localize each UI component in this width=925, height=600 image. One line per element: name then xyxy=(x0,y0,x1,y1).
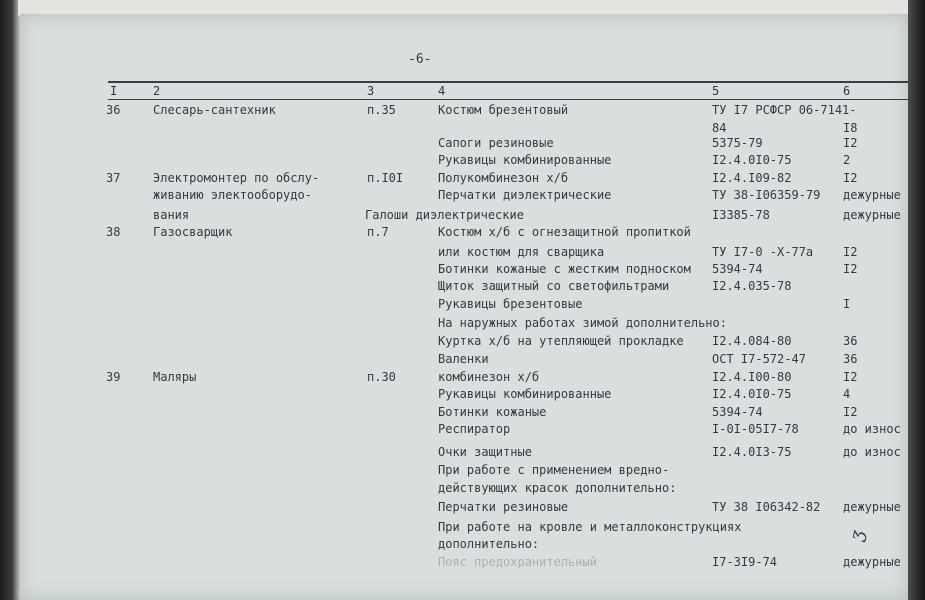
table-cell-col5: I3385-78 xyxy=(712,208,770,222)
table-cell-col5: I2.4.035-78 xyxy=(712,279,792,293)
table-cell-col5: 5394-74 xyxy=(712,405,763,419)
table-cell-col4: действующих красок дополнительно: xyxy=(438,481,677,495)
table-cell-col4: Перчатки диэлектрические xyxy=(438,188,612,202)
table-cell-col5: ТУ 38 I06342-82 xyxy=(712,500,821,514)
table-cell-col4: Куртка х/б на утепляющей прокладке xyxy=(438,334,684,348)
column-header-1: I xyxy=(110,84,118,98)
table-cell-col4: Пояс предохранительный xyxy=(438,555,597,569)
table-cell-col5: ОСТ I7-572-47 xyxy=(712,352,806,366)
table-cell-col6: 36 xyxy=(843,352,858,366)
page-number: -6- xyxy=(408,52,432,67)
table-cell-col6: 2 xyxy=(843,153,851,167)
table-cell-col5: ТУ I7 РСФСР 06-7141- xyxy=(712,103,857,117)
table-cell-col1: 39 xyxy=(106,370,121,384)
page-gutter-shadow xyxy=(908,0,925,600)
table-cell-col5: I7-3I9-74 xyxy=(712,555,778,569)
table-cell-col4: Валенки xyxy=(438,352,489,366)
table-cell-col4: Сапоги резиновые xyxy=(438,136,554,150)
table-cell-col4: Ботинки кожаные xyxy=(438,405,547,419)
table-cell-col6: 36 xyxy=(843,334,858,348)
table-cell-col4: Очки защитные xyxy=(438,445,532,459)
column-header-2: 2 xyxy=(153,84,161,98)
table-cell-col4: комбинезон х/б xyxy=(438,370,540,384)
table-cell-col2: Газосварщик xyxy=(153,225,233,239)
column-header-4: 4 xyxy=(438,84,446,98)
table-cell-col6: I8 xyxy=(843,121,858,135)
table-cell-col4: Рукавицы брезентовые xyxy=(438,297,583,311)
document-page xyxy=(20,14,908,600)
table-cell-col2: живанию электооборудо- xyxy=(153,188,312,202)
table-cell-col5: I2.4.0I3-75 xyxy=(712,445,792,459)
table-cell-col6: I2 xyxy=(843,405,858,419)
table-cell-col5: 84 xyxy=(712,121,727,135)
table-cell-col2: вания xyxy=(153,208,190,222)
book-binding xyxy=(0,0,20,600)
table-cell-col6: дежурные xyxy=(843,188,901,202)
table-cell-col4: Ботинки кожаные с жестким подноском xyxy=(438,262,691,276)
column-header-6: 6 xyxy=(843,84,851,98)
table-cell-col5: ТУ 38-I06359-79 xyxy=(712,188,821,202)
table-cell-col5: I2.4.084-80 xyxy=(712,334,792,348)
table-cell-col6: 4 xyxy=(843,387,851,401)
table-cell-col5: I-0I-05I7-78 xyxy=(712,422,799,436)
table-cell-col4: Респиратор xyxy=(438,422,511,436)
table-cell-col1: 36 xyxy=(106,103,121,117)
table-cell-col2: Слесарь-сантехник xyxy=(153,103,276,117)
table-cell-col5: I2.4.I09-82 xyxy=(712,171,792,185)
table-cell-col1: 38 xyxy=(106,225,121,239)
table-cell-col6: дежурные xyxy=(843,555,901,569)
table-cell-col4: Рукавицы комбинированные xyxy=(438,153,612,167)
table-cell-col2: Электромонтер по обслу- xyxy=(153,171,320,185)
table-cell-col5: 5375-79 xyxy=(712,136,763,150)
table-cell-col4: дополнительно: xyxy=(438,537,540,551)
table-cell-col5: I2.4.I00-80 xyxy=(712,370,792,384)
table-cell-col5: ТУ I7-0 -Х-77а xyxy=(712,245,814,259)
column-header-3: 3 xyxy=(367,84,375,98)
table-cell-col4: Рукавицы комбинированные xyxy=(438,387,612,401)
table-cell-col6: I2 xyxy=(843,262,858,276)
table-header-rule xyxy=(108,99,908,100)
table-cell-col6: I xyxy=(843,297,851,311)
column-header-5: 5 xyxy=(712,84,720,98)
table-cell-col1: 37 xyxy=(106,171,121,185)
table-cell-col5: 5394-74 xyxy=(712,262,763,276)
table-cell-col6: I2 xyxy=(843,245,858,259)
table-cell-col6: до износ xyxy=(843,445,901,459)
table-cell-col3: п.30 xyxy=(367,370,396,384)
table-cell-col6: до износ xyxy=(843,422,901,436)
table-cell-col6: дежурные xyxy=(843,500,901,514)
table-top-rule xyxy=(108,81,908,83)
table-cell-col5: I2.4.0I0-75 xyxy=(712,387,792,401)
table-cell-col4: На наружных работах зимой дополнительно: xyxy=(438,316,727,330)
table-cell-col3: п.35 xyxy=(367,103,396,117)
table-cell-col4: или костюм для сварщика xyxy=(438,245,605,259)
table-cell-col4: Костюм х/б с огнезащитной пропиткой xyxy=(438,225,691,239)
table-cell-col4: Перчатки резиновые xyxy=(438,500,569,514)
table-cell-col5: I2.4.0I0-75 xyxy=(712,153,792,167)
table-cell-col6: дежурные xyxy=(843,208,901,222)
table-cell-col2: Маляры xyxy=(153,370,197,384)
table-cell-col4: Костюм брезентовый xyxy=(438,103,569,117)
table-cell-col6: I2 xyxy=(843,370,858,384)
table-cell-col4: Полукомбинезон х/б xyxy=(438,171,569,185)
handwritten-mark: ʒ xyxy=(845,528,869,543)
table-cell-col4: При работе на кровле и металлоконструкциях xyxy=(438,520,742,534)
table-cell-col4: При работе с применением вредно- xyxy=(438,463,670,477)
table-cell-col3: Галоши диэлектрические xyxy=(365,208,524,222)
table-cell-col6: I2 xyxy=(843,136,858,150)
table-cell-col3: п.I0I xyxy=(367,171,404,185)
table-cell-col3: п.7 xyxy=(367,225,389,239)
table-cell-col6: I2 xyxy=(843,171,858,185)
table-cell-col4: Щиток защитный со светофильтрами xyxy=(438,279,670,293)
